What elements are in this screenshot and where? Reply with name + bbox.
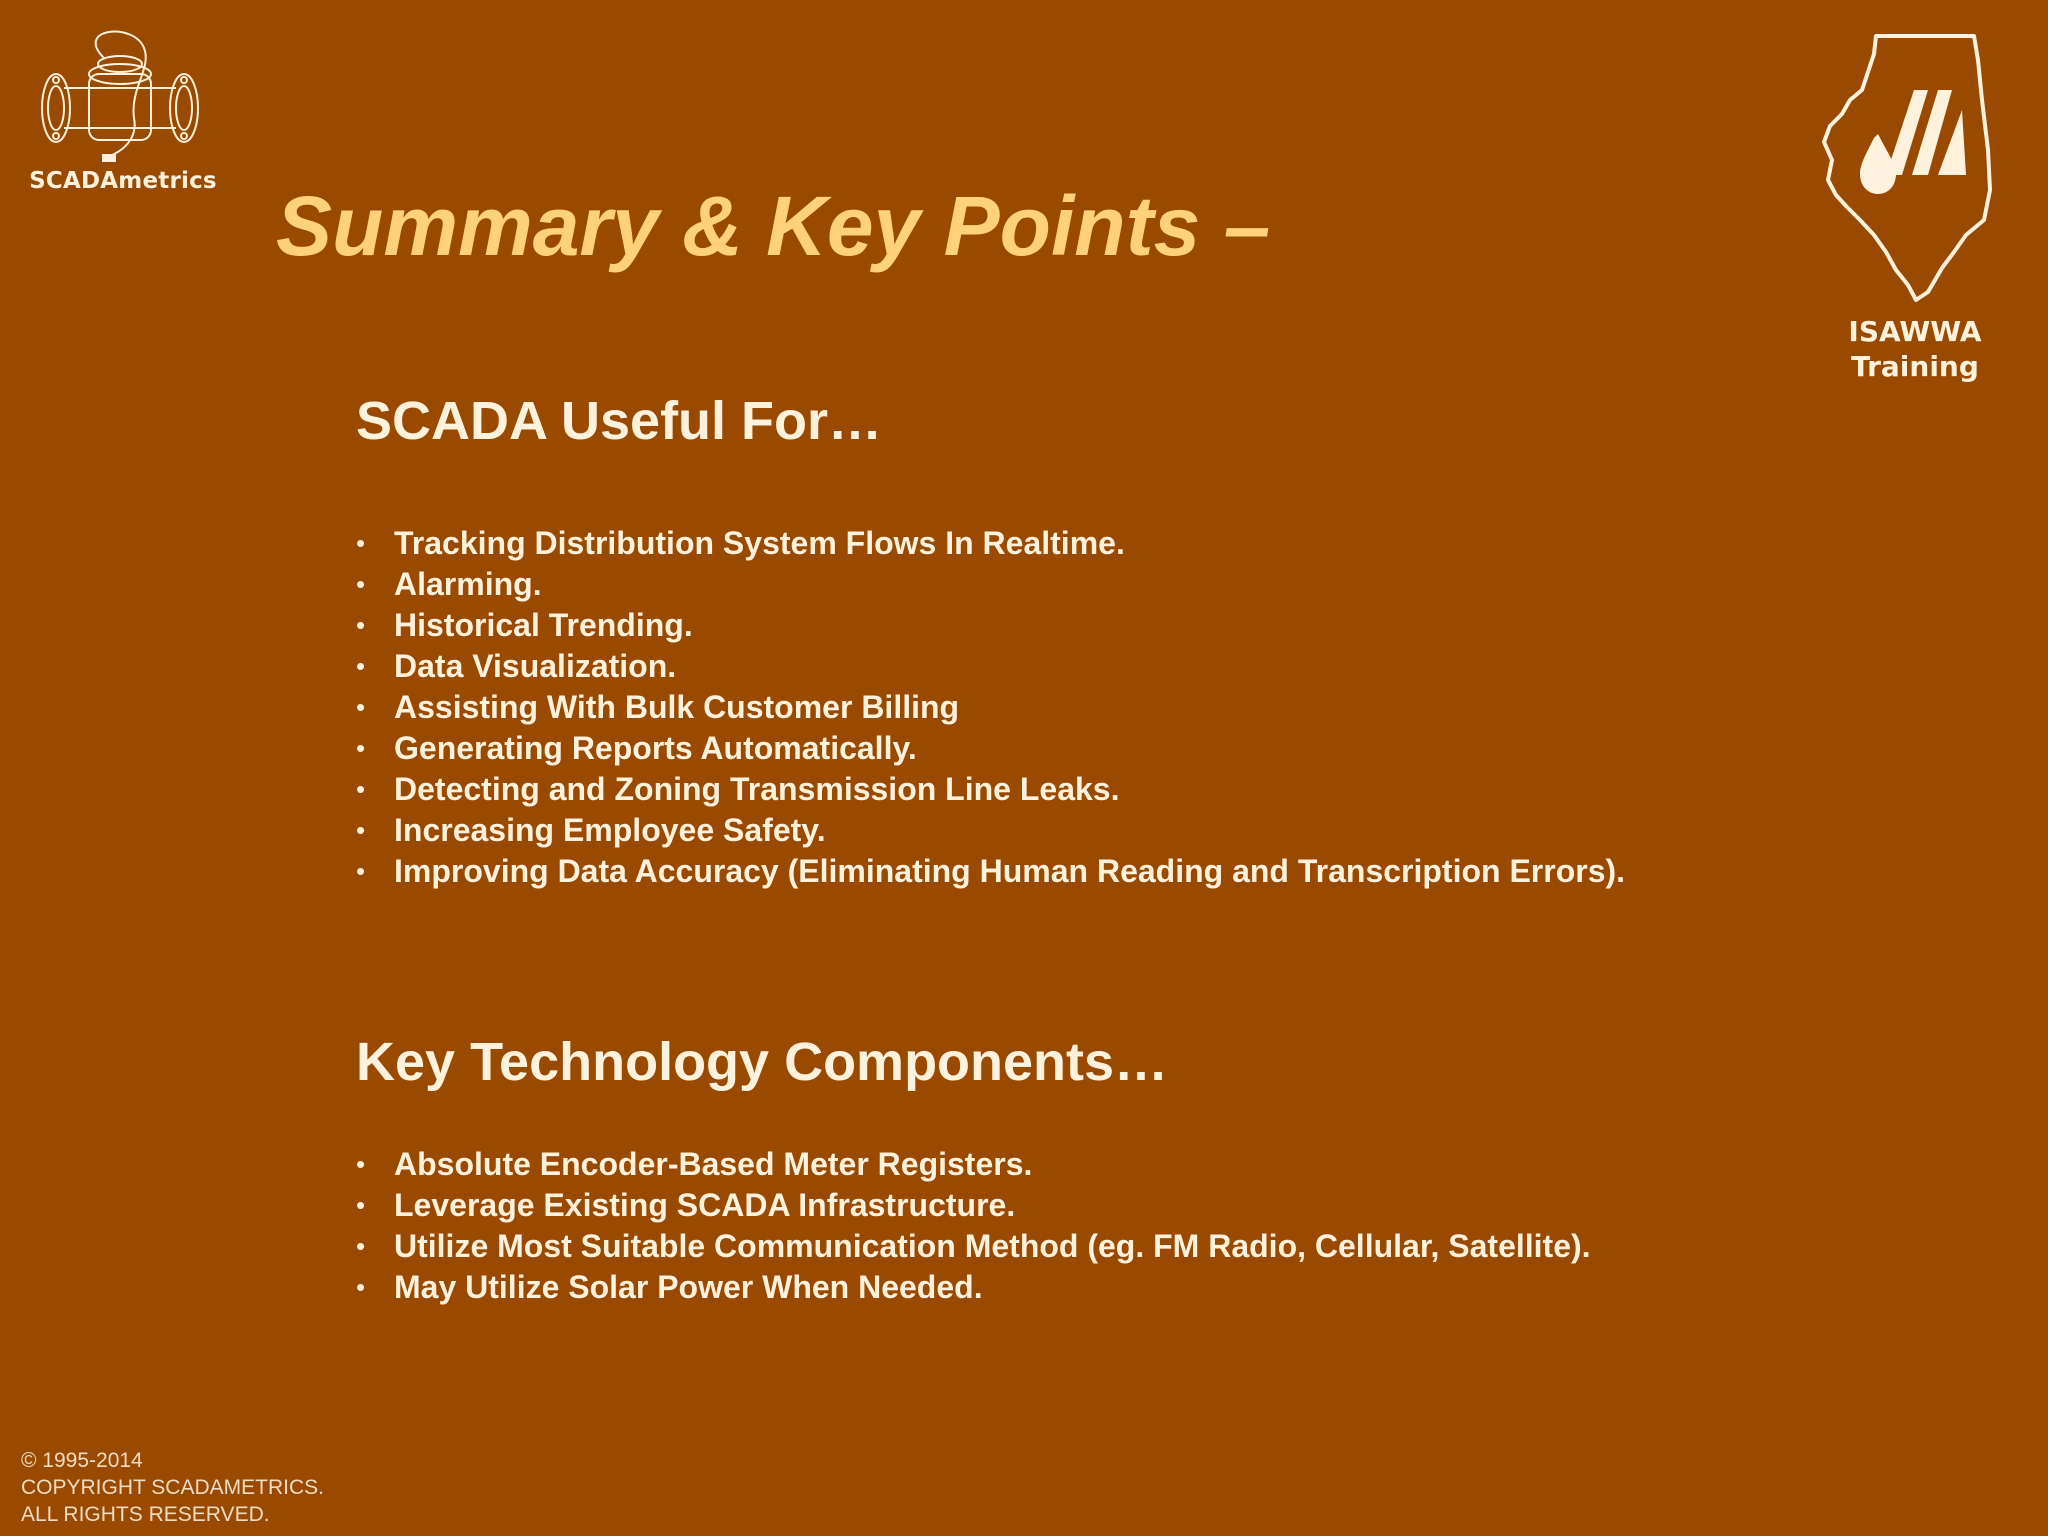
copyright-line-1: © 1995-2014	[21, 1449, 143, 1472]
list-item	[356, 687, 1625, 728]
bullet-dot: •	[356, 774, 366, 804]
isawwa-logo	[1800, 30, 2030, 390]
bullet-list-key-technology	[356, 1144, 1591, 1308]
bullet-dot: •	[356, 692, 366, 722]
scadametrics-logo	[28, 28, 218, 198]
scadametrics-brand-text: SCADAmetrics	[29, 168, 217, 194]
list-item-text: Data Visualization.	[394, 648, 677, 684]
list-item	[356, 646, 1625, 687]
bullet-dot: •	[356, 1231, 366, 1261]
list-item-text: May Utilize Solar Power When Needed.	[394, 1269, 983, 1305]
slide-title: Summary & Key Points –	[276, 179, 1271, 273]
isawwa-org-line-2: Training	[1851, 350, 1979, 383]
bullet-dot: •	[356, 1272, 366, 1302]
bullet-dot: •	[356, 569, 366, 599]
bullet-list-scada-useful	[356, 523, 1625, 892]
list-item-text: Tracking Distribution System Flows In Realtime.	[394, 525, 1125, 561]
list-item-text: Detecting and Zoning Transmission Line Leaks.	[394, 771, 1120, 807]
list-item-text: Assisting With Bulk Customer Billing	[394, 689, 960, 725]
list-item	[356, 851, 1625, 892]
bullet-dot: •	[356, 1149, 366, 1179]
bullet-dot: •	[356, 733, 366, 763]
bullet-dot: •	[356, 1190, 366, 1220]
list-item	[356, 1144, 1591, 1185]
bullet-dot: •	[356, 651, 366, 681]
list-item-text: Alarming.	[394, 566, 542, 602]
list-item	[356, 1267, 1591, 1308]
section-heading-key-technology: Key Technology Components…	[356, 1032, 1169, 1092]
list-item	[356, 810, 1625, 851]
bullet-dot: •	[356, 528, 366, 558]
list-item	[356, 523, 1625, 564]
list-item	[356, 605, 1625, 646]
copyright-notice	[21, 1447, 324, 1528]
list-item-text: Absolute Encoder-Based Meter Registers.	[394, 1146, 1033, 1182]
illinois-state-outline-icon	[1816, 30, 1996, 305]
section-heading-scada-useful: SCADA Useful For…	[356, 391, 883, 451]
bullet-dot: •	[356, 815, 366, 845]
copyright-line-2: COPYRIGHT SCADAMETRICS.	[21, 1476, 324, 1499]
isawwa-org-line-1: ISAWWA	[1848, 315, 1982, 348]
copyright-line-3: ALL RIGHTS RESERVED.	[21, 1503, 270, 1526]
bullet-dot: •	[356, 856, 366, 886]
list-item	[356, 1185, 1591, 1226]
list-item-text: Generating Reports Automatically.	[394, 730, 917, 766]
list-item	[356, 564, 1625, 605]
list-item-text: Improving Data Accuracy (Eliminating Human Reading and Transcription Errors).	[394, 853, 1626, 889]
list-item-text: Historical Trending.	[394, 607, 693, 643]
list-item	[356, 1226, 1591, 1267]
list-item	[356, 728, 1625, 769]
isawwa-org-text	[1800, 314, 2030, 384]
list-item-text: Utilize Most Suitable Communication Method (eg. FM Radio, Cellular, Satellite).	[394, 1228, 1591, 1264]
list-item-text: Increasing Employee Safety.	[394, 812, 826, 848]
water-meter-icon	[34, 28, 204, 168]
list-item-text: Leverage Existing SCADA Infrastructure.	[394, 1187, 1016, 1223]
list-item	[356, 769, 1625, 810]
bullet-dot: •	[356, 610, 366, 640]
